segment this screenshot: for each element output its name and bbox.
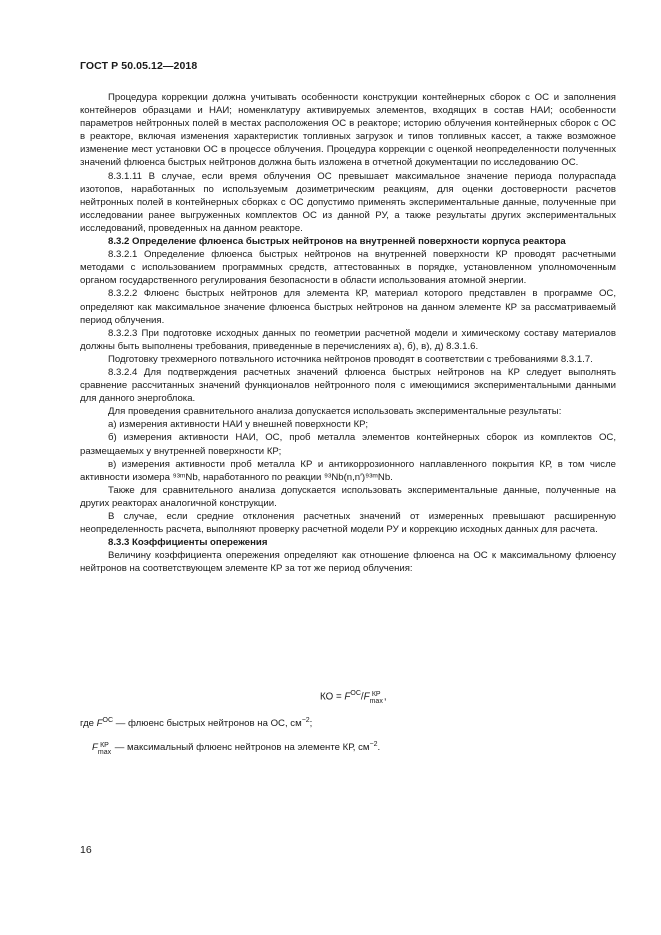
where2-stack: [98, 742, 111, 756]
where1-end: ;: [309, 718, 313, 730]
formula-lhs: КО =: [320, 691, 345, 703]
paragraph: Для проведения сравнительного анализа допускается использовать экспериментальные результаты:: [108, 406, 562, 418]
paragraph: Процедура коррекции должна учитывать особенности конструкции контейнерных сборок с ОС и заполнения контейнеров образцами и НАИ; номенклатуру активируемых элементов, входящих в состав НАИ; особенности параметров нейтронных полей в местах расположения ОС в реакторе; историю облучения контейнерных сборок с ОС в реакторе, включая изменения характеристик топливных загрузок и типов топливных кассет, а также возможное изменение мест установки ОС в процессе облучения. Процедура коррекции с оценкой неопределенности полученных значений флюенса быстрых нейтронов должна быть изложена в отчетной документации по исследованию ОС.: [80, 92, 616, 169]
where2-sup: КР: [100, 742, 109, 750]
page-number: 16: [80, 844, 92, 856]
where2-sub: max: [97, 749, 112, 757]
where-prefix: где: [80, 718, 97, 730]
paragraph: 8.3.2.4 Для подтверждения расчетных значений флюенса быстрых нейтронов на КР следует выполнять сравнение рассчитанных значений функционалов нейтронного поля с имеющимися экспериментальными данными для данного энергоблока.: [80, 366, 616, 405]
where2-unit-sup: −2: [369, 741, 378, 748]
formula-tail: ,: [383, 691, 387, 703]
paragraph: 8.3.2.1 Определение флюенса быстрых нейтронов на внутренней поверхности КР проводят расчетными методами с использованием программных средств, аттестованных в порядке, установленном уполномоченным органом государственного регулирования безопасности в области использования атомной энергии.: [80, 249, 616, 287]
where1-sym: F: [96, 718, 103, 730]
body-text: [80, 91, 616, 575]
formula-f2: F: [363, 691, 370, 703]
formula-ko: [320, 690, 387, 705]
paragraph: Величину коэффициента опережения определяют как отношение флюенса на ОС к максимальному флюенсу нейтронов на соответствующем элементе КР за тот же период облучения:: [80, 550, 616, 575]
formula-sub-max: max: [369, 698, 383, 706]
where1-unit-sup: −2: [301, 717, 310, 724]
paragraph: 8.3.2.2 Флюенс быстрых нейтронов для элемента КР, материал которого представлен в программе ОС, определяют как максимальное значение флюенса быстрых нейтронов на данном элементе КР за рассматриваемый период облучения.: [80, 288, 616, 326]
section-heading: 8.3.3 Коэффициенты опережения: [108, 537, 268, 549]
formula-stack: [370, 691, 383, 705]
paragraph: а) измерения активности НАИ у внешней поверхности КР;: [108, 419, 369, 431]
paragraph: 8.3.2.3 При подготовке исходных данных по геометрии расчетной модели и химическому составу материалов должны быть выполнены требования, приведенные в перечислениях а), б), в), д) 8.3.1.6.: [80, 327, 616, 352]
paragraph: в) измерения активности проб металла КР и антикоррозионного наплавленного покрытия КР, в том числе активности изомера ⁹³ᵐNb, наработанного по реакции ⁹³Nb(n,n′)⁹³ᵐNb.: [80, 458, 616, 483]
where-line-2: [92, 741, 380, 756]
doc-header: ГОСТ Р 50.05.12—2018: [80, 60, 198, 72]
where1-text: — флюенс быстрых нейтронов на ОС, см: [113, 718, 302, 730]
formula-sup-oc: ОС: [350, 690, 361, 697]
formula-f: F: [344, 691, 351, 703]
where2-end: .: [377, 742, 381, 754]
where1-sup: ОС: [102, 717, 114, 724]
formula-slash: /: [360, 691, 364, 703]
formula-sup-kr: КР: [371, 691, 381, 699]
paragraph: 8.3.1.11 В случае, если время облучения ОС превышает максимальное значение периода полураспада изотопов, наработанных по используемым дозиметрическим реакциям, для оценки достоверности расчетов нейтронных полей в контейнерных сборках с ОС допустимо применять экспериментальные данные, полученные при исследовании ранее выгруженных комплектов ОС из данной РУ, а также результаты других экспериментальных исследований, проведенных на данном реакторе.: [80, 170, 616, 234]
where-line-1: [80, 717, 312, 729]
where2-sym: F: [92, 742, 98, 754]
paragraph: В случае, если средние отклонения расчетных значений от измеренных превышают расширенную неопределенность расчета, выполняют проверку расчетной модели РУ и коррекцию исходных данных для расчета.: [80, 511, 616, 536]
paragraph: Также для сравнительного анализа допускается использовать экспериментальные данные, полученные на других реакторах аналогичной конструкции.: [80, 484, 616, 509]
paragraph: Подготовку трехмерного потвэльного источника нейтронов проводят в соответствии с требованиями 8.3.1.7.: [108, 353, 593, 365]
section-heading: 8.3.2 Определение флюенса быстрых нейтронов на внутренней поверхности корпуса реактора: [108, 236, 566, 248]
where2-text: — максимальный флюенс нейтронов на элементе КР, см: [112, 742, 370, 754]
paragraph: б) измерения активности НАИ, ОС, проб металла элементов контейнерных сборок из комплектов ОС, размещаемых у внутренней поверхности КР;: [80, 432, 616, 457]
